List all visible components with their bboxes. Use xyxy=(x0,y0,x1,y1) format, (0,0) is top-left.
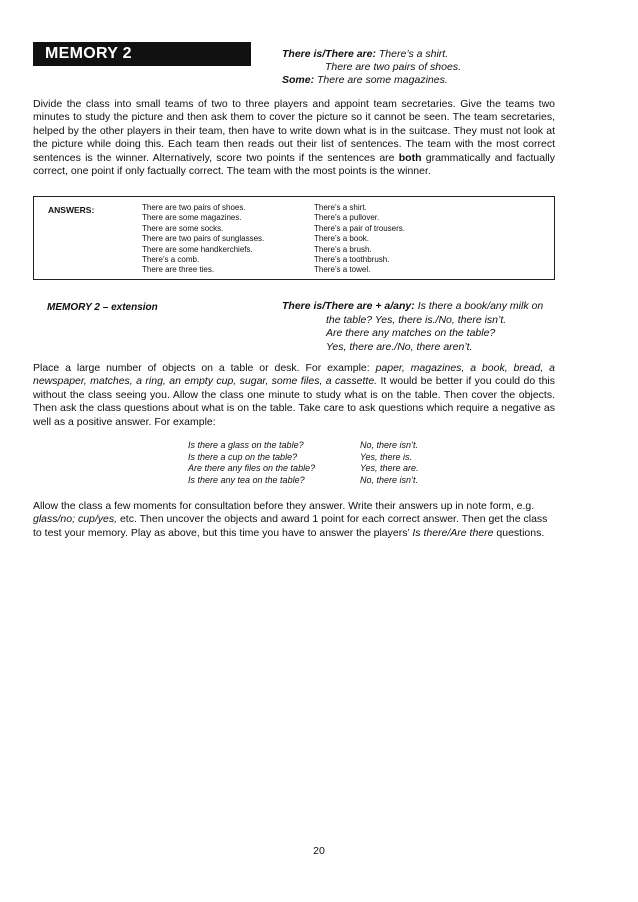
answers-box xyxy=(33,196,555,280)
closing-part2: etc. Then uncover the objects and award 1 point for each correct answer. Then get the class to test your memory. Play as above, but this time you have to answer the players’ xyxy=(33,513,548,539)
grammar-note xyxy=(282,48,461,87)
answer-item: There’s a shirt. xyxy=(314,203,367,212)
answer-item: There’s a brush. xyxy=(314,244,372,254)
answers-column-1 xyxy=(142,203,264,276)
extension-grammar-label: There is/There are + a/any: xyxy=(282,300,415,312)
place-objects-paragraph xyxy=(33,362,555,429)
example-answer: Yes, there are. xyxy=(360,463,419,474)
answer-item: There are three ties. xyxy=(142,265,215,275)
grammar-example-3: There are some magazines. xyxy=(317,74,448,86)
example-answer: No, there isn’t. xyxy=(360,440,419,450)
grammar-line-1 xyxy=(282,48,461,61)
instructions-bold: both xyxy=(398,151,422,164)
closing-part1: Allow the class a few moments for consultation before they answer. Write their answers up in note form, e.g. xyxy=(33,500,535,512)
answer-item: There’s a pair of trousers. xyxy=(314,223,406,233)
grammar-example-1: There’s a shirt. xyxy=(378,48,449,60)
answers-column-2 xyxy=(314,203,405,276)
answer-item: There’s a book. xyxy=(314,234,369,244)
example-questions xyxy=(188,440,315,486)
extension-grammar-line-1 xyxy=(282,300,543,314)
place-objects-intro: Place a large number of objects on a table or desk. For example: xyxy=(33,362,370,374)
answer-item: There are some socks. xyxy=(142,223,224,233)
example-question: Are there any files on the table? xyxy=(188,463,316,474)
answer-item: There are some handkerchiefs. xyxy=(142,244,253,254)
example-answer: No, there isn’t. xyxy=(360,474,419,485)
extension-grammar-line: the table? Yes, there is./No, there isn’t. xyxy=(326,313,507,326)
closing-part3: questions. xyxy=(496,526,545,539)
extension-grammar-note xyxy=(282,300,543,354)
grammar-line-3 xyxy=(282,74,461,87)
section-title: MEMORY 2 xyxy=(33,42,251,66)
example-answer: Yes, there is. xyxy=(360,451,413,462)
answer-item: There’s a comb. xyxy=(142,255,200,265)
extension-heading: MEMORY 2 – extension xyxy=(47,302,158,313)
answer-item: There’s a pullover. xyxy=(314,213,380,223)
instructions-paragraph xyxy=(33,98,555,178)
place-objects-rest: It would be better if you could do this without the class seeing you. Allow the class one minute to study what is on the table. Then cover the objects. Then ask the class questions about what is on the table. Take care to ask questions which require a negative as well as a positive answer. For example: xyxy=(33,375,556,428)
place-objects-examples: paper, magazines, a book, bread, a newspaper, matches, a ring, an empty cup, sugar, some files, a cassette. xyxy=(33,362,555,388)
answer-item: There are two pairs of shoes. xyxy=(142,203,246,212)
answers-label: ANSWERS: xyxy=(48,205,95,215)
example-question: Is there a glass on the table? xyxy=(188,440,304,450)
extension-grammar-line: Yes, there are./No, there aren’t. xyxy=(326,340,473,353)
example-question: Is there any tea on the table? xyxy=(188,474,305,485)
instructions-part2: grammatically and factually correct, one point if only factually correct. The team with the most points is the winner. xyxy=(33,151,555,178)
grammar-label-some: Some: xyxy=(282,74,315,86)
answer-item: There are some magazines. xyxy=(142,213,242,223)
instructions-part1: Divide the class into small teams of two to three players and appoint team secretaries. Give the teams two minutes to study the picture and then ask them to cover the picture so it cannot be seen. The team secretaries, helped by the other players in their team, then have to write down what is in the suitcase. They must not look at the picture while doing this. Each team then reads out their list of sentences. The team with the most correct sentences is the winner. Alternatively, score two points if the sentences are xyxy=(33,98,555,164)
page-number: 20 xyxy=(313,845,325,857)
answer-item: There’s a towel. xyxy=(314,265,371,275)
closing-italic2: Is there/Are there xyxy=(412,526,494,539)
extension-grammar-text: Is there a book/any milk on xyxy=(417,300,544,312)
example-question: Is there a cup on the table? xyxy=(188,451,298,462)
example-answers xyxy=(360,440,419,486)
closing-italic1: glass/no; cup/yes, xyxy=(33,513,118,526)
grammar-example-2: There are two pairs of shoes. xyxy=(325,61,461,73)
answer-item: There are two pairs of sunglasses. xyxy=(142,234,265,244)
extension-grammar-line: Are there any matches on the table? xyxy=(326,327,496,339)
grammar-label-there-is: There is/There are: xyxy=(282,48,376,60)
answer-item: There’s a toothbrush. xyxy=(314,255,390,265)
closing-paragraph xyxy=(33,500,555,540)
